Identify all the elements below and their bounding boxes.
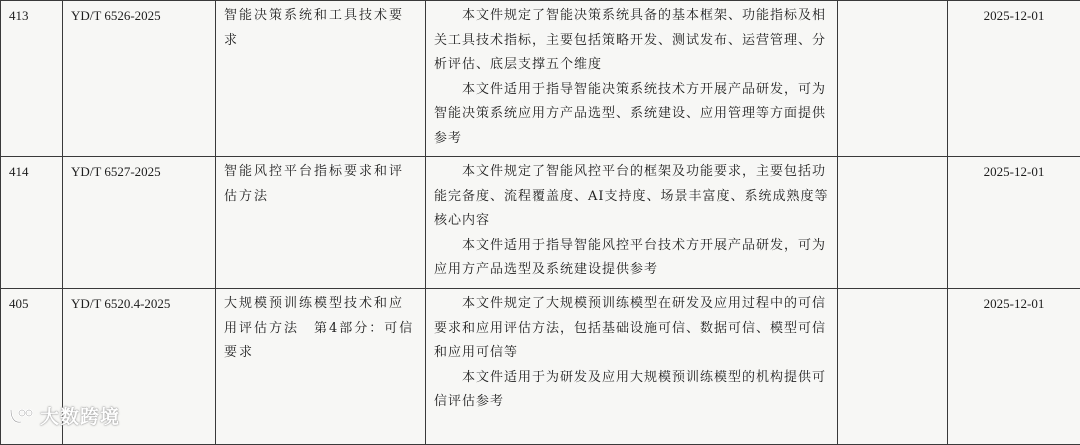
row-number: 413 — [1, 1, 63, 157]
description-scope: 本文件规定了智能风控平台的框架及功能要求，主要包括功能完备度、流程覆盖度、AI支持度、场景丰富度、系统成熟度等核心内容 — [434, 160, 829, 234]
standard-code: YD/T 6526-2025 — [63, 1, 216, 157]
standard-description — [426, 1, 838, 157]
watermark — [8, 402, 120, 429]
empty-cell — [838, 157, 948, 289]
table-row — [1, 289, 1080, 445]
description-applicability: 本文件适用于为研发及应用大规模预训练模型的机构提供可信评估参考 — [434, 366, 829, 415]
standard-description — [426, 157, 838, 289]
empty-cell — [838, 1, 948, 157]
description-scope: 本文件规定了智能决策系统具备的基本框架、功能指标及相关工具技术指标，主要包括策略开发、测试发布、运营管理、分析评估、底层支撑五个维度 — [434, 4, 829, 78]
implementation-date: 2025-12-01 — [948, 157, 1080, 289]
logo-icon — [8, 406, 34, 426]
description-scope: 本文件规定了大规模预训练模型在研发及应用过程中的可信要求和应用评估方法，包括基础设施可信、数据可信、模型可信和应用可信等 — [434, 292, 829, 366]
implementation-date: 2025-12-01 — [948, 1, 1080, 157]
table-row — [1, 1, 1080, 157]
description-applicability: 本文件适用于指导智能风控平台技术方开展产品研发，可为应用方产品选型及系统建设提供参考 — [434, 234, 829, 283]
standard-description — [426, 289, 838, 445]
standard-code: YD/T 6527-2025 — [63, 157, 216, 289]
description-applicability: 本文件适用于指导智能决策系统技术方开展产品研发，可为智能决策系统应用方产品选型、系统建设、应用管理等方面提供参考 — [434, 78, 829, 152]
row-number: 405 — [1, 289, 63, 445]
implementation-date: 2025-12-01 — [948, 289, 1080, 445]
standard-code: YD/T 6520.4-2025 — [63, 289, 216, 445]
standard-name: 大规模预训练模型技术和应用评估方法 第4部分：可信要求 — [216, 289, 426, 445]
table-row — [1, 157, 1080, 289]
watermark-text: 大数跨境 — [40, 402, 120, 429]
standard-name: 智能决策系统和工具技术要求 — [216, 1, 426, 157]
empty-cell — [838, 289, 948, 445]
standard-name: 智能风控平台指标要求和评估方法 — [216, 157, 426, 289]
row-number: 414 — [1, 157, 63, 289]
